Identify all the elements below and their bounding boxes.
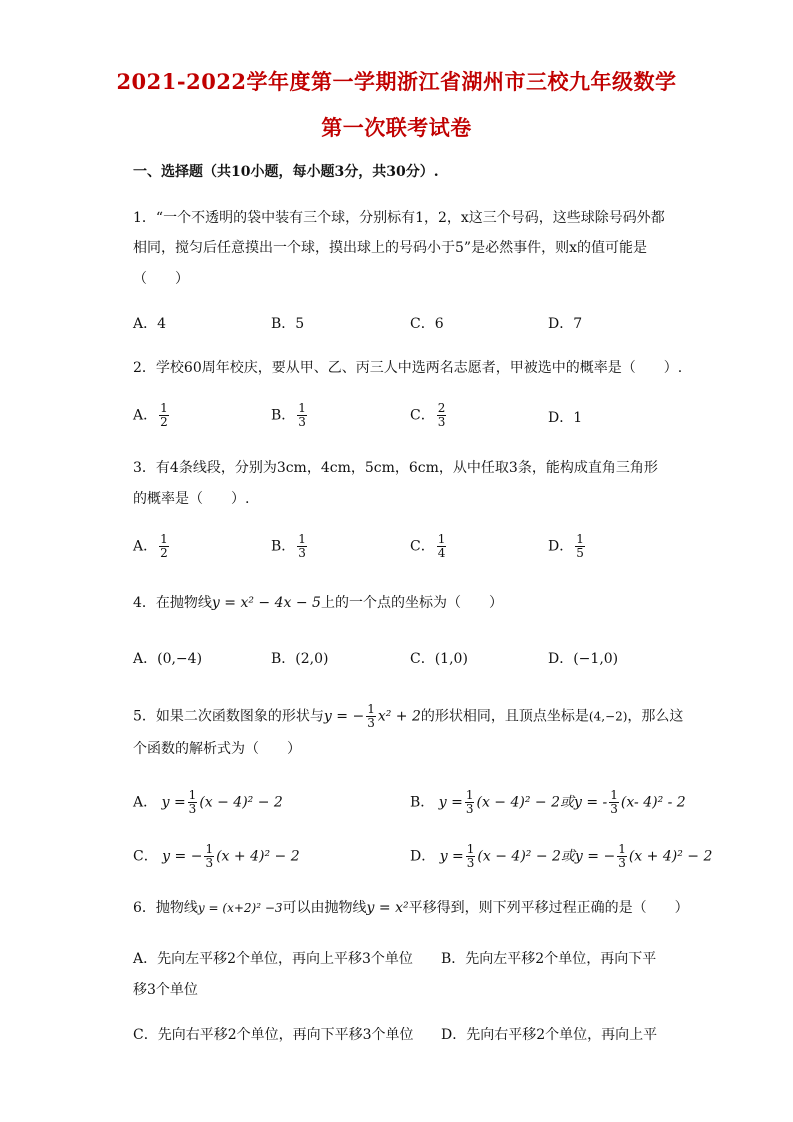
q2-option-a xyxy=(133,402,171,429)
fraction xyxy=(188,789,198,816)
q2-option-d: D．1 xyxy=(548,410,583,426)
q5-option-c xyxy=(133,843,300,870)
denominator: 3 xyxy=(298,415,306,429)
option-label: D． xyxy=(548,538,574,555)
fraction xyxy=(437,533,447,560)
q6-option-a: A．先向左平移2个单位，再向上平移3个单位 xyxy=(133,951,413,967)
q5-vertex: (4,−2) xyxy=(588,709,628,724)
denominator: 3 xyxy=(465,802,474,816)
fraction xyxy=(204,843,214,870)
expr-part: y = xyxy=(161,794,186,811)
q6-expr1: y = (x+2)² −3 xyxy=(197,901,283,915)
numerator: 1 xyxy=(160,532,168,546)
denominator: 2 xyxy=(160,546,168,560)
numerator: 1 xyxy=(610,788,618,802)
expr-part: (x- 4)² - 2 xyxy=(620,794,686,811)
numerator: 1 xyxy=(576,532,584,546)
q3-option-a xyxy=(133,533,171,560)
denominator: 5 xyxy=(576,546,584,560)
expr-part: y = − xyxy=(162,848,203,865)
expr-part: (x − 4)² − 2 xyxy=(199,794,283,811)
expr-part: (x + 4)² − 2 xyxy=(628,848,713,865)
fraction xyxy=(609,789,619,816)
option-label: C． xyxy=(133,848,158,865)
numerator: 1 xyxy=(618,842,626,856)
expr-part: (x − 4)² − 2或y = - xyxy=(476,794,608,811)
q1-line3: （ ） xyxy=(133,271,189,287)
numerator: 1 xyxy=(188,788,197,802)
q5-expr-b: x² + 2 xyxy=(377,708,421,725)
option-label: A． xyxy=(133,407,158,424)
option-label: C． xyxy=(410,407,435,424)
option-label: D． xyxy=(410,848,436,865)
numerator: 1 xyxy=(367,702,375,716)
numerator: 1 xyxy=(465,788,474,802)
q4-line1 xyxy=(133,593,503,613)
q1-line1: 1．“一个不透明的袋中装有三个球，分别标有1，2，x这三个号码，这些球除号码外都 xyxy=(133,210,665,226)
q3-option-b xyxy=(271,533,309,560)
q6-option-c: C．先向右平移2个单位，再向下平移3个单位 xyxy=(133,1027,414,1043)
option-label: A． xyxy=(133,538,158,555)
option-label: B． xyxy=(410,794,435,811)
q6-post: 平移得到，则下列平移过程正确的是（ ） xyxy=(408,900,689,916)
denominator: 3 xyxy=(466,856,475,870)
denominator: 2 xyxy=(160,415,168,429)
q5-mid: 的形状相同，且顶点坐标是 xyxy=(420,708,589,725)
q4-expr: y = x² − 4x − 5 xyxy=(211,595,321,611)
q5-option-d xyxy=(410,843,712,870)
q6-mid: 可以由抛物线 xyxy=(282,900,367,916)
q4-pre: 4．在抛物线 xyxy=(133,595,212,611)
q1-option-d: D．7 xyxy=(548,316,583,332)
numerator: 1 xyxy=(466,842,475,856)
fraction xyxy=(437,402,447,429)
option-label: B． xyxy=(271,538,296,555)
q4-option-b: B．(2,0) xyxy=(271,651,329,667)
q3-line1: 3．有4条线段，分别为3cm，4cm，5cm，6cm，从中任取3条，能构成直角三角形 xyxy=(133,460,658,476)
q5-line2: 个函数的解析式为（ ） xyxy=(133,741,301,757)
denominator: 3 xyxy=(618,856,626,870)
q1-option-c: C．6 xyxy=(410,316,444,332)
denominator: 4 xyxy=(437,546,446,560)
q5-line1 xyxy=(133,703,683,730)
expr-part: (x − 4)² − 2或y = − xyxy=(477,848,616,865)
expr-part: y = xyxy=(439,848,464,865)
q6-option-b-cont: 移3个单位 xyxy=(133,982,198,998)
q5-expr-a: y = − xyxy=(323,708,365,725)
denominator: 3 xyxy=(437,415,446,429)
q3-line2: 的概率是（ ）. xyxy=(133,491,250,507)
fraction xyxy=(617,843,627,870)
q3-option-d xyxy=(548,533,587,560)
q4-post: 上的一个点的坐标为（ ） xyxy=(320,595,503,611)
section-heading: 一、选择题（共10小题，每小题3分，共30分）. xyxy=(133,164,439,180)
q1-line2: 相同，搅匀后任意摸出一个球，摸出球上的号码小于5”是必然事件，则x的值可能是 xyxy=(133,240,647,256)
numerator: 1 xyxy=(298,401,306,415)
q6-pre: 6．抛物线 xyxy=(133,900,198,916)
q1-option-a: A．4 xyxy=(133,316,167,332)
q2-option-b xyxy=(271,402,309,429)
numerator: 1 xyxy=(205,842,214,856)
denominator: 3 xyxy=(188,802,197,816)
denominator: 3 xyxy=(298,546,306,560)
expr-part: (x + 4)² − 2 xyxy=(216,848,300,865)
fraction xyxy=(575,533,585,560)
q4-option-c: C．(1,0) xyxy=(410,651,468,667)
q2-option-c xyxy=(410,402,448,429)
numerator: 2 xyxy=(437,401,446,415)
q1-option-b: B．5 xyxy=(271,316,305,332)
q6-line1 xyxy=(133,898,689,918)
q2-line1: 2．学校60周年校庆，要从甲、乙、丙三人中选两名志愿者，甲被选中的概率是（ ）. xyxy=(133,360,683,376)
q5-pre: 5．如果二次函数图象的形状与 xyxy=(133,708,324,725)
q6-option-b: B．先向左平移2个单位，再向下平 xyxy=(441,951,657,967)
q5-option-a xyxy=(133,789,283,816)
option-label: B． xyxy=(271,407,296,424)
q3-option-c xyxy=(410,533,448,560)
exam-title-line1: 2021-2022学年度第一学期浙江省湖州市三校九年级数学 xyxy=(116,69,677,94)
denominator: 3 xyxy=(205,856,214,870)
option-label: C． xyxy=(410,538,435,555)
numerator: 1 xyxy=(437,532,446,546)
fraction xyxy=(297,533,307,560)
q6-expr2: y = x² xyxy=(366,900,409,916)
q5-post: ，那么这 xyxy=(627,708,684,725)
denominator: 3 xyxy=(610,802,618,816)
exam-title-line2: 第一次联考试卷 xyxy=(321,115,472,140)
q4-option-a: A．(0,−4) xyxy=(133,651,203,667)
expr-part: y = xyxy=(438,794,463,811)
q4-option-d: D．(−1,0) xyxy=(548,651,619,667)
option-label: A． xyxy=(133,794,158,811)
fraction xyxy=(297,402,307,429)
numerator: 1 xyxy=(298,532,306,546)
fraction xyxy=(366,703,376,730)
fraction xyxy=(159,402,169,429)
fraction xyxy=(465,789,475,816)
denominator: 3 xyxy=(367,716,375,730)
numerator: 1 xyxy=(160,401,168,415)
fraction xyxy=(159,533,169,560)
q5-option-b xyxy=(410,789,686,816)
fraction xyxy=(466,843,476,870)
q6-option-d: D．先向右平移2个单位，再向上平 xyxy=(441,1027,658,1043)
